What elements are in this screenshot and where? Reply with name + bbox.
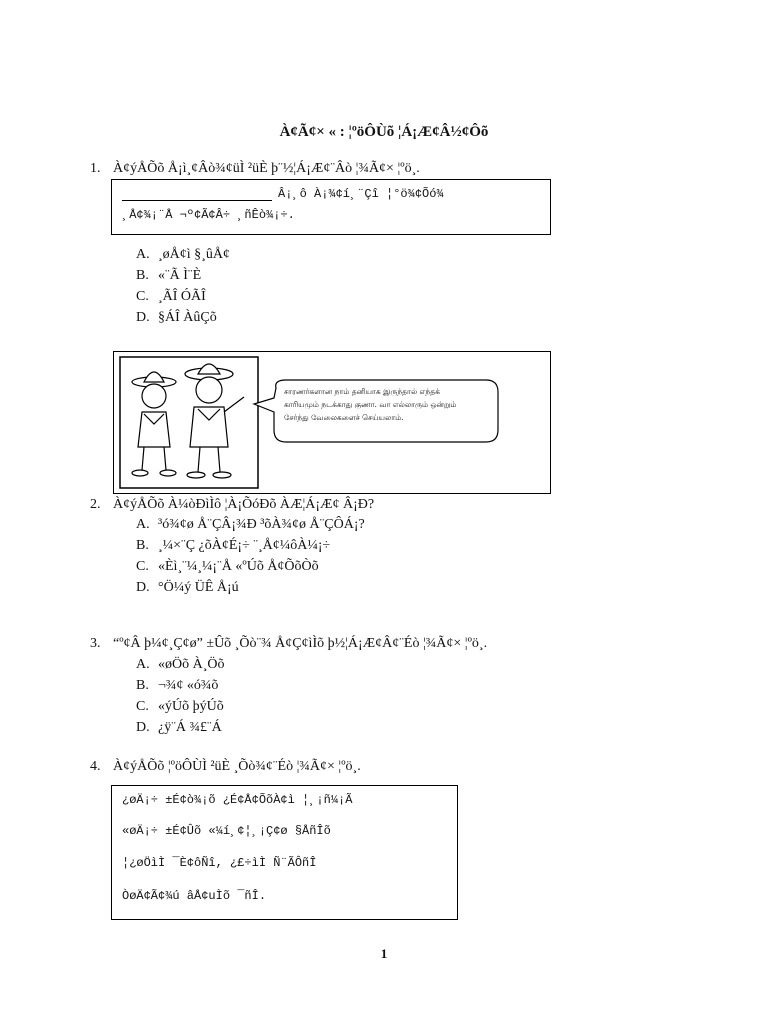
question-1-option-a[interactable] — [136, 244, 230, 265]
verse-line-2: «øÄ¡÷ ±É¢Ûõ «¼í¸¢¦¸¡Ç¢ø §ÅñÎõ — [122, 824, 331, 838]
option-text: ¸ÃÎ ÓÃÎ — [158, 289, 206, 304]
cartoon-frame — [113, 351, 551, 494]
option-label: C. — [136, 559, 149, 574]
question-1-box-text-1: Â¡¸ô À¡¾¢í¸¨Çî ¦°ö¾¢Õó¾ — [278, 187, 444, 201]
option-text: ¸¼×¨Ç ¿õÀ¢É¡÷ ¨¸Å¢¼ôÀ¼¡÷ — [158, 538, 331, 553]
question-4-verse-box — [111, 785, 458, 920]
question-1-options — [136, 244, 230, 328]
option-text: «Èì¸¨¼¸¼¡¨Å «ºÚõ Å¢ÕõÒõ — [158, 559, 319, 574]
question-1-text: À¢ýÅÕõ Å¡ì¸¢Âò¾¢üÌ ²üÈ þ¨½¦Á¡Æ¢¨Âò ¦¾Ã¢× ¦ºö¸. — [113, 161, 420, 176]
question-2-option-c[interactable] — [136, 556, 365, 577]
question-1-option-d[interactable] — [136, 307, 230, 328]
option-text: «øÖõ À¸Öõ — [158, 657, 225, 672]
question-2-options — [136, 514, 365, 598]
speech-bubble-text — [284, 385, 494, 424]
question-3-options — [136, 654, 225, 738]
option-label: D. — [136, 580, 150, 595]
speech-line-1: சாரணர்களான நாம் தனியாக இருந்தால் எந்தக் — [284, 387, 440, 396]
question-1-number: 1. — [90, 161, 101, 176]
question-3-option-a[interactable] — [136, 654, 225, 675]
question-2-option-b[interactable] — [136, 535, 365, 556]
option-label: B. — [136, 678, 149, 693]
option-label: D. — [136, 310, 150, 325]
option-label: D. — [136, 720, 150, 735]
answer-blank[interactable] — [122, 186, 272, 201]
option-text: ¸øÅ¢ì §¸ûÅ¢ — [158, 247, 230, 262]
question-4-number: 4. — [90, 759, 101, 774]
option-text: §ÁÎ ÀûÇõ — [158, 310, 217, 325]
verse-line-3: ¦¿øÖìÌ ¯È¢ôÑî, ¿£÷ìÌ Ñ¨ÃÔñÎ — [122, 856, 317, 870]
verse-line-4: ÒøÄ¢Ã¢¾ú âÅ¢uÌõ ¯ñÎ. — [122, 889, 267, 903]
question-1-box-line-2: ¸Å¢¾¡¨Å ¬º¢Ã¢Â÷ ¸ñÊò¾¡÷. — [122, 208, 295, 222]
page-number: 1 — [380, 946, 388, 961]
question-3-option-c[interactable] — [136, 696, 225, 717]
option-label: A. — [136, 517, 150, 532]
speech-line-2: காரியமும் நடக்காது குணா. வா எல்லாரும் ஒன்றும் — [284, 400, 457, 409]
option-text: ¬¾¢ «ó¾õ — [158, 678, 219, 693]
option-text: ³ó¾¢ø Å¨ÇÂ¡¾Ð ³õÀ¾¢ø Å¨ÇÔÁ¡? — [158, 517, 365, 532]
option-label: B. — [136, 268, 149, 283]
question-2-number: 2. — [90, 497, 101, 512]
option-label: A. — [136, 247, 150, 262]
option-label: B. — [136, 538, 149, 553]
worksheet-title: À¢Ã¢× « : ¦ºöÔÙõ ¦Á¡Æ¢Â½¢Ôõ — [279, 124, 489, 140]
question-2-text: À¢ýÅÕõ À¼òÐìÌô ¦À¡ÕóÐõ ÀÆ¦Á¡Æ¢ Â¡Ð? — [113, 497, 375, 512]
option-label: C. — [136, 289, 149, 304]
option-text: °Ö¼ý ÜÊ Å¡ú — [158, 580, 239, 595]
question-3-number: 3. — [90, 636, 101, 651]
option-text: «¨Ã Ì¨È — [158, 268, 202, 283]
verse-line-1: ¿øÄ¡÷ ±É¢ò¾¡õ ¿É¢Å¢ÕõÀ¢ì ¦¸¡ñ¼¡Ã — [122, 793, 353, 807]
question-1-option-b[interactable] — [136, 265, 230, 286]
question-3-option-d[interactable] — [136, 717, 225, 738]
question-3-option-b[interactable] — [136, 675, 225, 696]
speech-line-3: சேர்ந்து வேலைகளைச் செய்யலாம். — [284, 413, 404, 422]
question-2-option-d[interactable] — [136, 577, 365, 598]
question-1-option-c[interactable] — [136, 286, 230, 307]
option-label: C. — [136, 699, 149, 714]
question-2-option-a[interactable] — [136, 514, 365, 535]
question-1-box-line-1 — [122, 186, 444, 201]
option-label: A. — [136, 657, 150, 672]
question-4-text: À¢ýÅÕõ ¦ºöÔÙÌ ²üÈ ¸Õò¾¢¨Éò ¦¾Ã¢× ¦ºö¸. — [113, 759, 361, 774]
option-text: ¿ÿ¨Á ¾£¨Á — [158, 720, 222, 735]
option-text: «ýÚõ þýÚõ — [158, 699, 224, 714]
question-3-text: “º¢Â þ¼¢¸Ç¢ø” ±Ûõ ¸Õò¨¾ Å¢Ç¢ìÌõ þ½¦Á¡Æ¢Â¢¨Éò ¦¾Ã¢× ¦ºö¸. — [113, 636, 488, 651]
question-1-box — [111, 179, 551, 235]
